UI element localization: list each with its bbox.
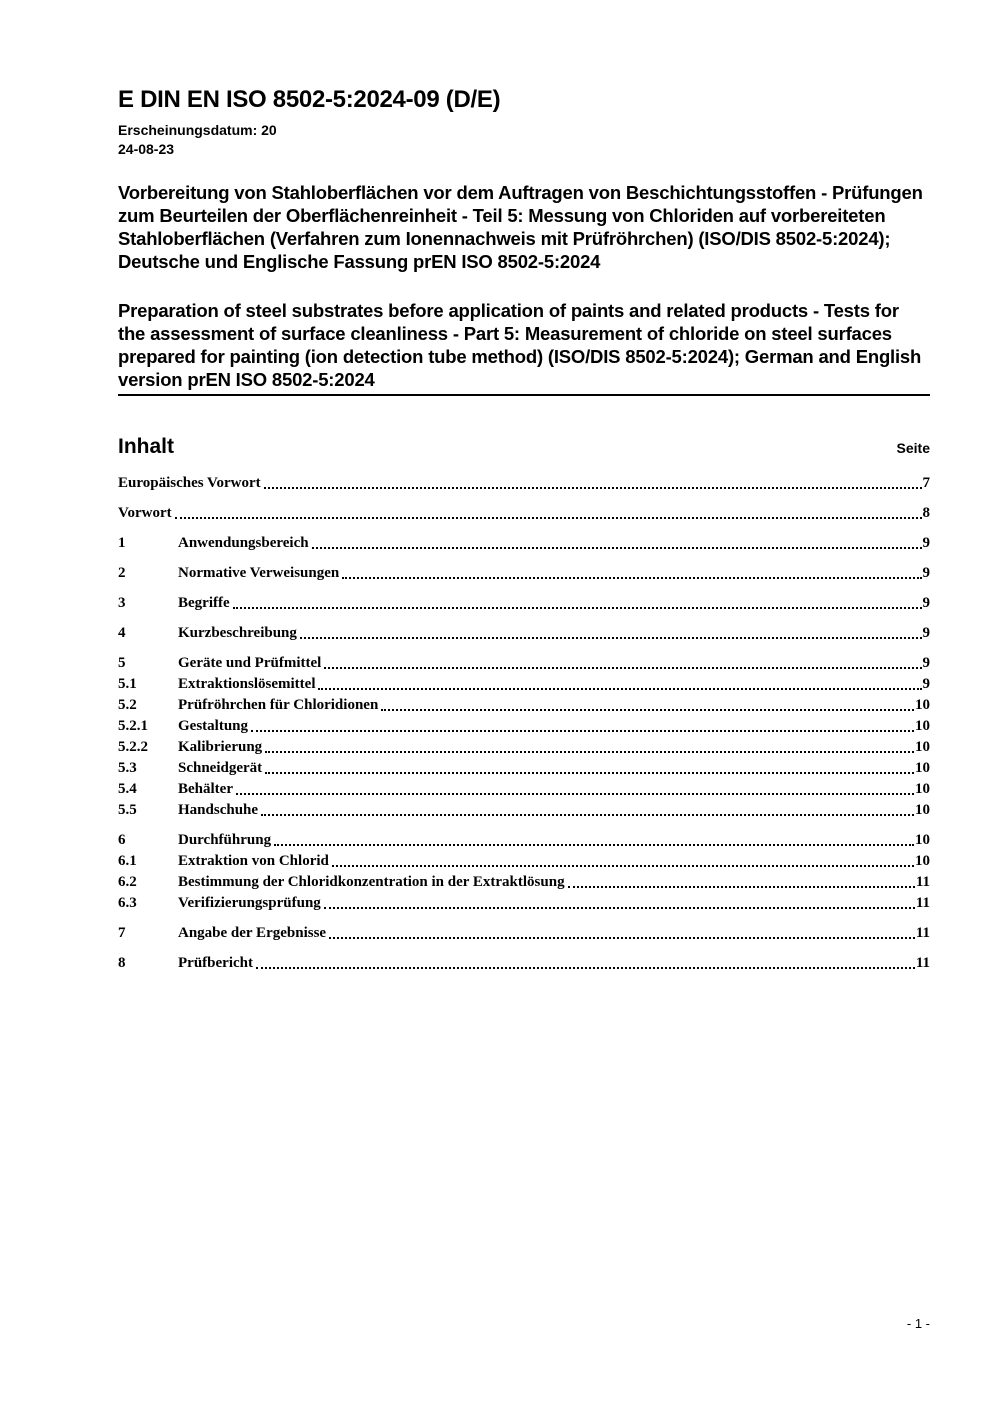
toc-entry: [118, 674, 930, 694]
toc-leader-dots: [251, 730, 914, 732]
toc-leader-dots: [264, 487, 922, 489]
toc-entry-page: 10: [915, 832, 930, 848]
toc-leader-dots: [324, 907, 915, 909]
toc-entry-title: Anwendungsbereich: [178, 535, 309, 551]
toc-leader-dots: [312, 547, 922, 549]
toc-entry-page: 10: [915, 760, 930, 776]
toc-entry-title: Gestaltung: [178, 718, 249, 734]
toc-entry-number: 5.5: [118, 802, 137, 818]
toc-entry-page: 11: [915, 895, 930, 911]
toc-entry-page: 8: [922, 505, 930, 521]
toc-entry: [118, 623, 930, 643]
toc-entry: [118, 779, 930, 799]
toc-entry-page: 9: [922, 565, 930, 581]
toc-entry-page: 9: [922, 655, 930, 671]
toc-entry-title: Durchführung: [178, 832, 272, 848]
standard-title-english: Preparation of steel substrates before application of paints and related products - Tests for the assessment of surface cleanliness - Part 5: Measurement of chloride on steel surfaces prepared for painting (ion detection tube method) (ISO/DIS 8502-5:2024); German and English version prEN ISO 8502-5:2024: [118, 300, 922, 390]
toc-entry-title: Extraktion von Chlorid: [178, 853, 329, 869]
toc-entry-page: 9: [922, 535, 930, 551]
toc-entry: [118, 653, 930, 673]
footer-page-number: - 1 -: [906, 1316, 930, 1331]
toc-entry-page: 10: [915, 802, 930, 818]
toc-leader-dots: [381, 709, 914, 711]
toc-leader-dots: [318, 688, 921, 690]
toc-heading: Inhalt: [118, 435, 174, 458]
document-title: E DIN EN ISO 8502-5:2024-09 (D/E): [118, 86, 501, 113]
toc-entry-title: Extraktionslösemittel: [178, 676, 316, 692]
toc-leader-dots: [332, 865, 914, 867]
toc-leader-dots: [236, 793, 914, 795]
toc-entry-title: Handschuhe: [178, 802, 259, 818]
toc-entry: [118, 737, 930, 757]
toc-entry: [118, 695, 930, 715]
toc-leader-dots: [265, 772, 914, 774]
toc-entry: [118, 593, 930, 613]
toc-entry-number: 5: [118, 655, 126, 671]
toc-entry-title: Prüfröhrchen für Chloridionen: [178, 697, 379, 713]
toc-entry-title: Schneidgerät: [178, 760, 263, 776]
toc-leader-dots: [300, 637, 922, 639]
toc-entry-page: 10: [915, 781, 930, 797]
toc-entry-title: Verifizierungsprüfung: [178, 895, 321, 911]
toc-entry-page: 11: [915, 925, 930, 941]
toc-entry: [118, 503, 930, 523]
toc-entry: [118, 851, 930, 871]
toc-entry-page: 11: [915, 955, 930, 971]
toc-entry-title: Vorwort: [118, 505, 172, 521]
toc-entry-number: 6.3: [118, 895, 137, 911]
toc-entry-number: 6: [118, 832, 126, 848]
toc-entry-number: 6.1: [118, 853, 137, 869]
toc-entry: [118, 953, 930, 973]
toc-entry-number: 3: [118, 595, 126, 611]
toc-entry-page: 10: [915, 739, 930, 755]
toc-entry-page: 9: [922, 625, 930, 641]
horizontal-divider: [118, 394, 930, 396]
toc-entry-title: Europäisches Vorwort: [118, 475, 261, 491]
toc-page-column-label: Seite: [896, 440, 930, 456]
toc-entry: [118, 473, 930, 493]
toc-entry-number: 4: [118, 625, 126, 641]
toc-entry-number: 6.2: [118, 874, 137, 890]
toc-entry: [118, 533, 930, 553]
toc-leader-dots: [175, 517, 922, 519]
toc-leader-dots: [261, 814, 914, 816]
toc-entry-title: Angabe der Ergebnisse: [178, 925, 327, 941]
publication-date-line-2: 24-08-23: [118, 140, 175, 157]
toc-leader-dots: [342, 577, 921, 579]
toc-entry-title: Kalibrierung: [178, 739, 263, 755]
toc-entry: [118, 716, 930, 736]
toc-entry-number: 5.1: [118, 676, 137, 692]
toc-leader-dots: [265, 751, 914, 753]
toc-leader-dots: [256, 967, 915, 969]
toc-leader-dots: [274, 844, 914, 846]
publication-date-line-1: Erscheinungsdatum: 20: [118, 122, 277, 138]
toc-entry-page: 10: [915, 853, 930, 869]
toc-entry-page: 9: [922, 595, 930, 611]
toc-entry-page: 7: [922, 475, 930, 491]
toc-entry: [118, 872, 930, 892]
toc-entry-title: Behälter: [178, 781, 233, 797]
toc-entry-page: 11: [915, 874, 930, 890]
publication-date-block: [118, 121, 930, 158]
toc-list: [118, 473, 930, 973]
toc-entry-page: 10: [915, 718, 930, 734]
toc-entry-number: 8: [118, 955, 126, 971]
toc-leader-dots: [324, 667, 921, 669]
toc-leader-dots: [233, 607, 922, 609]
toc-entry-title: Geräte und Prüfmittel: [178, 655, 322, 671]
toc-entry: [118, 800, 930, 820]
toc-entry: [118, 830, 930, 850]
toc-entry: [118, 563, 930, 583]
toc-entry-title: Normative Verweisungen: [178, 565, 340, 581]
toc-entry-number: 7: [118, 925, 126, 941]
toc-entry: [118, 923, 930, 943]
toc-entry-title: Begriffe: [178, 595, 230, 611]
toc-leader-dots: [329, 937, 915, 939]
toc-entry-number: 5.2.1: [118, 718, 148, 734]
toc-entry-page: 9: [922, 676, 930, 692]
toc-entry-number: 1: [118, 535, 126, 551]
toc-entry: [118, 758, 930, 778]
toc-entry-number: 5.3: [118, 760, 137, 776]
toc-entry-title: Prüfbericht: [178, 955, 253, 971]
toc-header-row: [118, 435, 930, 459]
toc-entry-title: Bestimmung der Chloridkonzentration in der Extraktlösung: [178, 874, 565, 890]
toc-entry-title: Kurzbeschreibung: [178, 625, 297, 641]
toc-entry-page: 10: [915, 697, 930, 713]
toc-entry-number: 2: [118, 565, 126, 581]
toc-entry-number: 5.2: [118, 697, 137, 713]
document-content: [118, 0, 930, 973]
toc-entry-number: 5.4: [118, 781, 137, 797]
toc-entry-number: 5.2.2: [118, 739, 148, 755]
toc-leader-dots: [568, 886, 915, 888]
toc-entry: [118, 893, 930, 913]
standard-title-german: Vorbereitung von Stahloberflächen vor dem Auftragen von Beschichtungsstoffen - Prüfungen zum Beurteilen der Oberflächenreinheit - Teil 5: Messung von Chloriden auf vorbereiteten Stahloberflächen (Verfahren zum Ionennachweis mit Prüfröhrchen) (ISO/DIS 8502-5:2024); Deutsche und Englische Fassung prEN ISO 8502-5:2024: [118, 182, 923, 272]
